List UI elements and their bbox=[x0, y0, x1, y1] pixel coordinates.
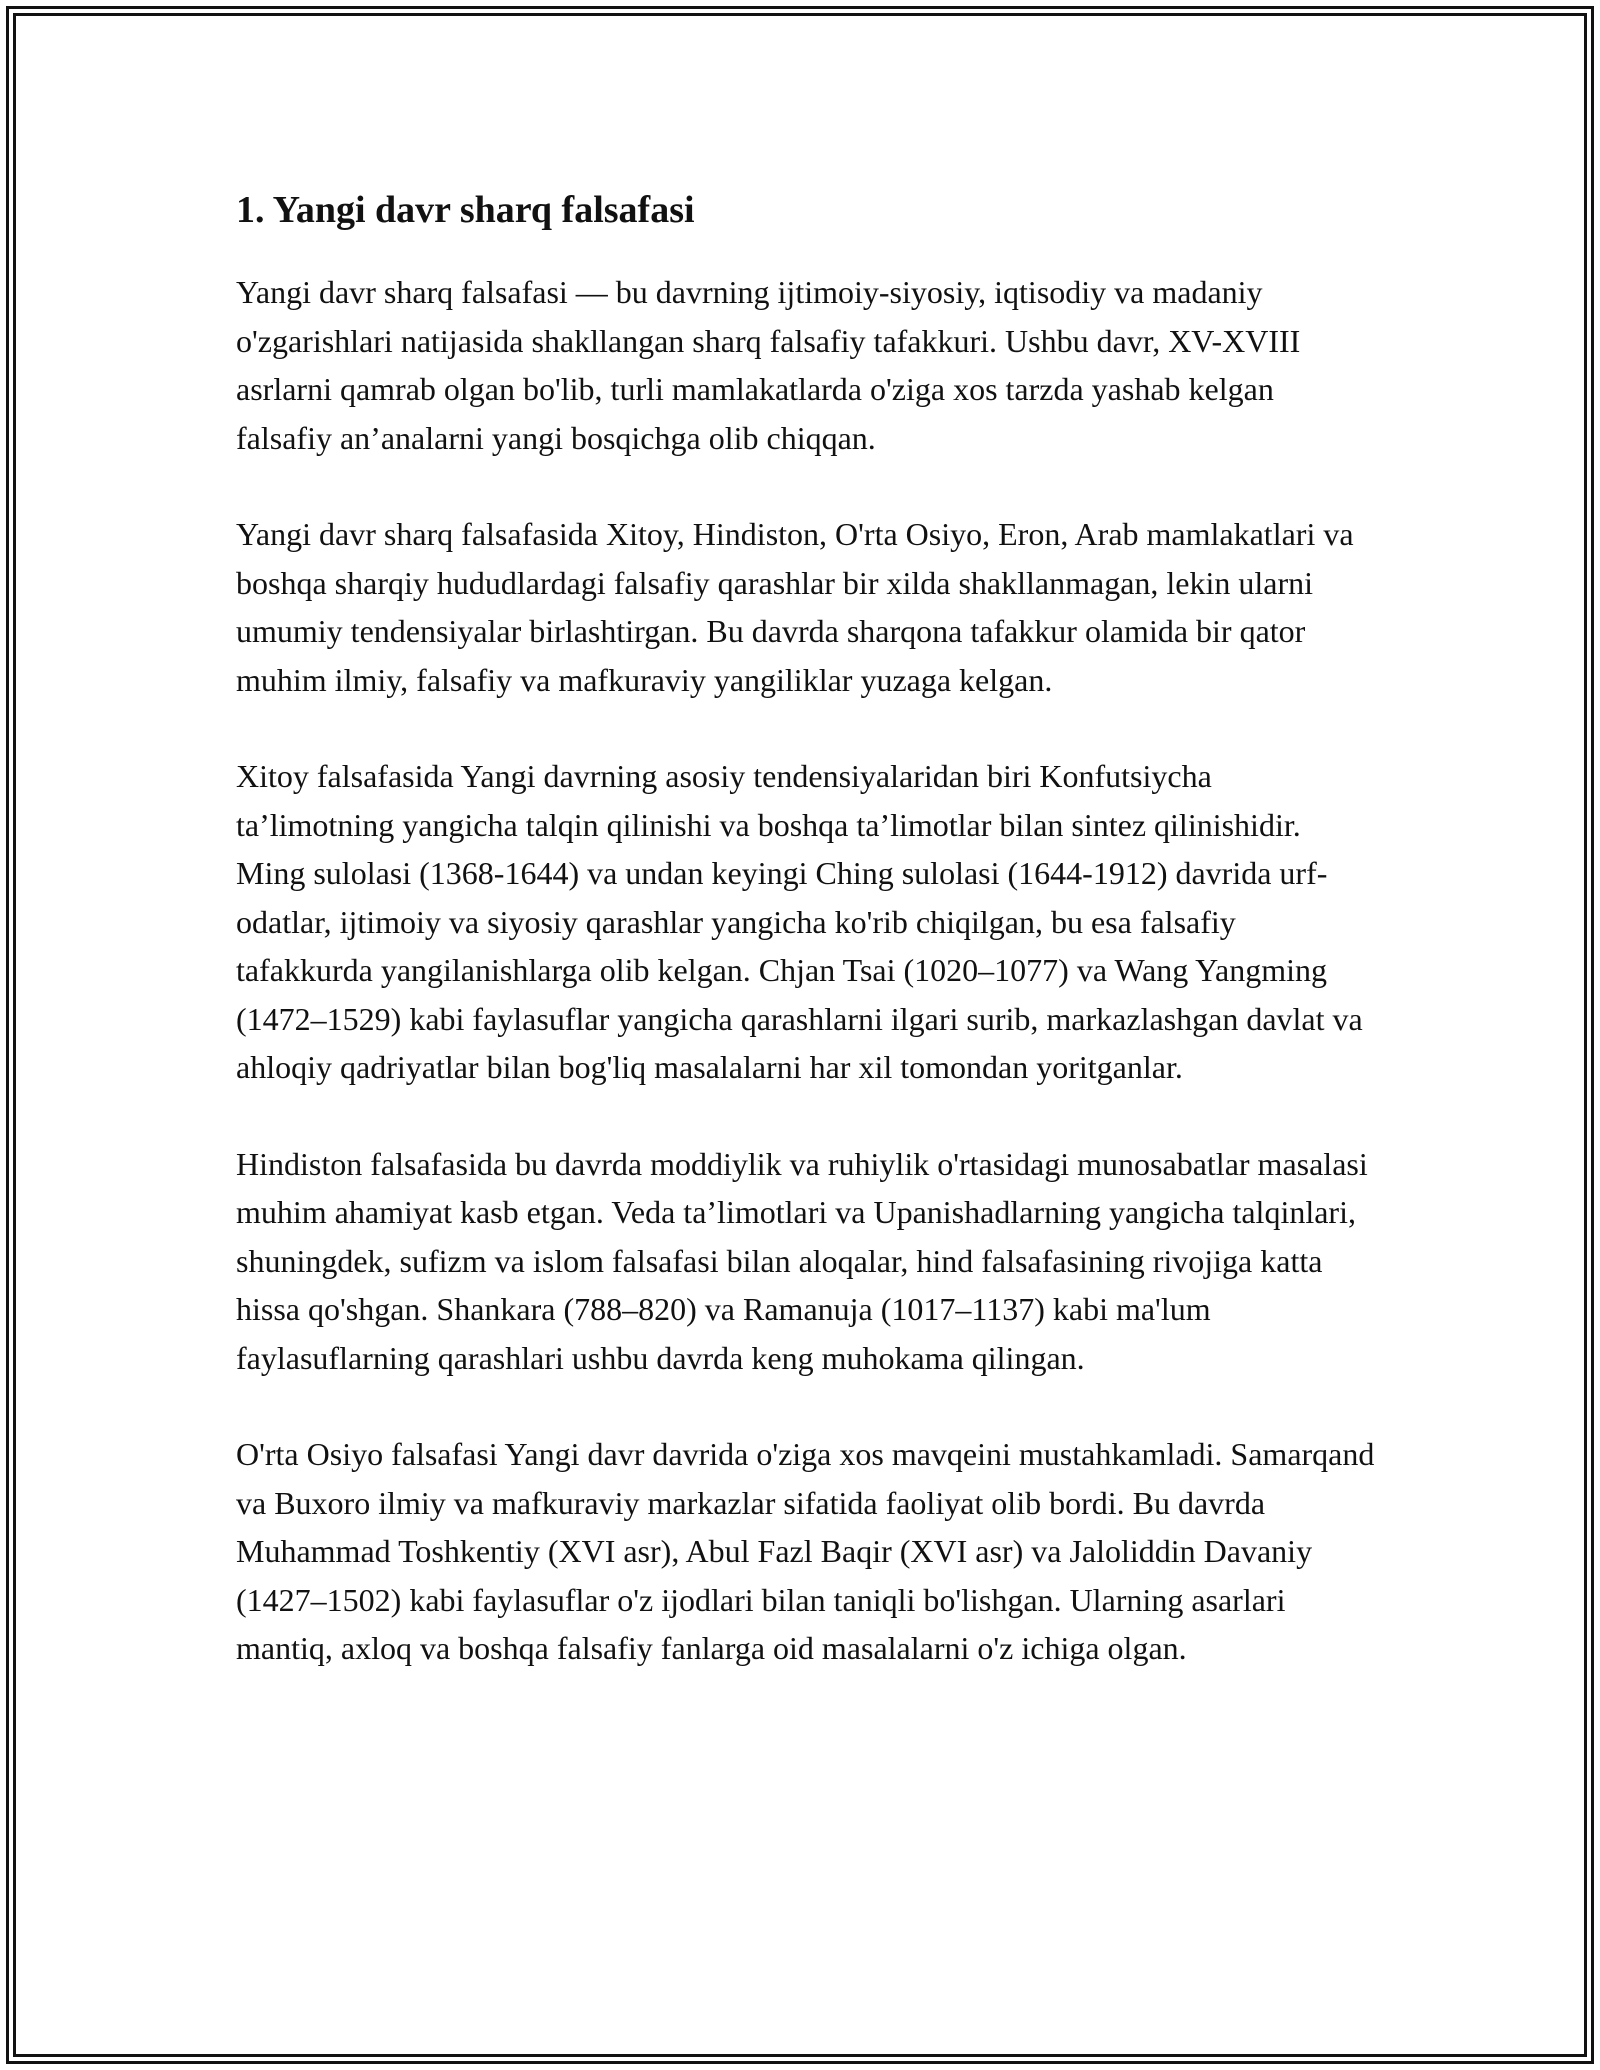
section-title: 1. Yangi davr sharq falsafasi bbox=[236, 189, 695, 231]
paragraph-intro: Yangi davr sharq falsafasi — bu davrning ijtimoiy-siyosiy, iqtisodiy va madaniy o'zgarishlari natijasida shakllangan sharq falsafiy tafakkuri. Ushbu davr, XV-XVIII asrlarni qamrab olgan bo'lib, turli mamlakatlarda o'ziga xos tarzda yashab kelgan falsafiy an’analarni yangi bosqichga olib chiqqan. bbox=[236, 274, 1301, 456]
paragraph-india: Hindiston falsafasida bu davrda moddiylik va ruhiylik o'rtasidagi munosabatlar masalasi muhim ahamiyat kasb etgan. Veda ta’limotlari va Upanishadlarning yangicha talqinlari, shuningdek, sufizm va islom falsafasi bilan aloqalar, hind falsafasining rivojiga katta hissa qo'shgan. Shankara (788–820) va Ramanuja (1017–1137) kabi ma'lum faylasuflarning qarashlari ushbu davrda keng muhokama qilingan. bbox=[236, 1145, 1368, 1376]
paragraph-overview: Yangi davr sharq falsafasida Xitoy, Hindiston, O'rta Osiyo, Eron, Arab mamlakatlari va boshqa sharqiy hududlardagi falsafiy qarashlar bir xilda shakllanmagan, lekin ularni umumiy tendensiyalar birlashtirgan. Bu davrda sharqona tafakkur olamida bir qator muhim ilmiy, falsafiy va mafkuraviy yangiliklar yuzaga kelgan. bbox=[236, 516, 1354, 698]
paragraph-central-asia: O'rta Osiyo falsafasi Yangi davr davrida o'ziga xos mavqeini mustahkamladi. Samarqand va Buxoro ilmiy va mafkuraviy markazlar sifatida faoliyat olib bordi. Bu davrda Muhammad Toshkentiy (XVI asr), Abul Fazl Baqir (XVI asr) va Jaloliddin Davaniy (1427–1502) kabi faylasuflar o'z ijodlari bilan taniqli bo'lishgan. Ularning asarlari mantiq, axloq va boshqa falsafiy fanlarga oid masalalarni o'z ichiga olgan. bbox=[236, 1436, 1375, 1666]
document-body bbox=[236, 186, 1376, 1721]
paragraph-china: Xitoy falsafasida Yangi davrning asosiy tendensiyalaridan biri Konfutsiycha ta’limotning yangicha talqin qilinishi va boshqa ta’limotlar bilan sintez qilinishidir. Ming sulolasi (1368-1644) va undan keyingi Ching sulolasi (1644-1912) davrida urf-odatlar, ijtimoiy va siyosiy qarashlar yangicha ko'rib chiqilgan, bu esa falsafiy tafakkurda yangilanishlarga olib kelgan. Chjan Tsai (1020–1077) va Wang Yangming (1472–1529) kabi faylasuflar yangicha qarashlarni ilgari surib, markazlashgan davlat va ahloqiy qadriyatlar bilan bog'liq masalalarni har xil tomondan yoritganlar. bbox=[236, 758, 1363, 1085]
